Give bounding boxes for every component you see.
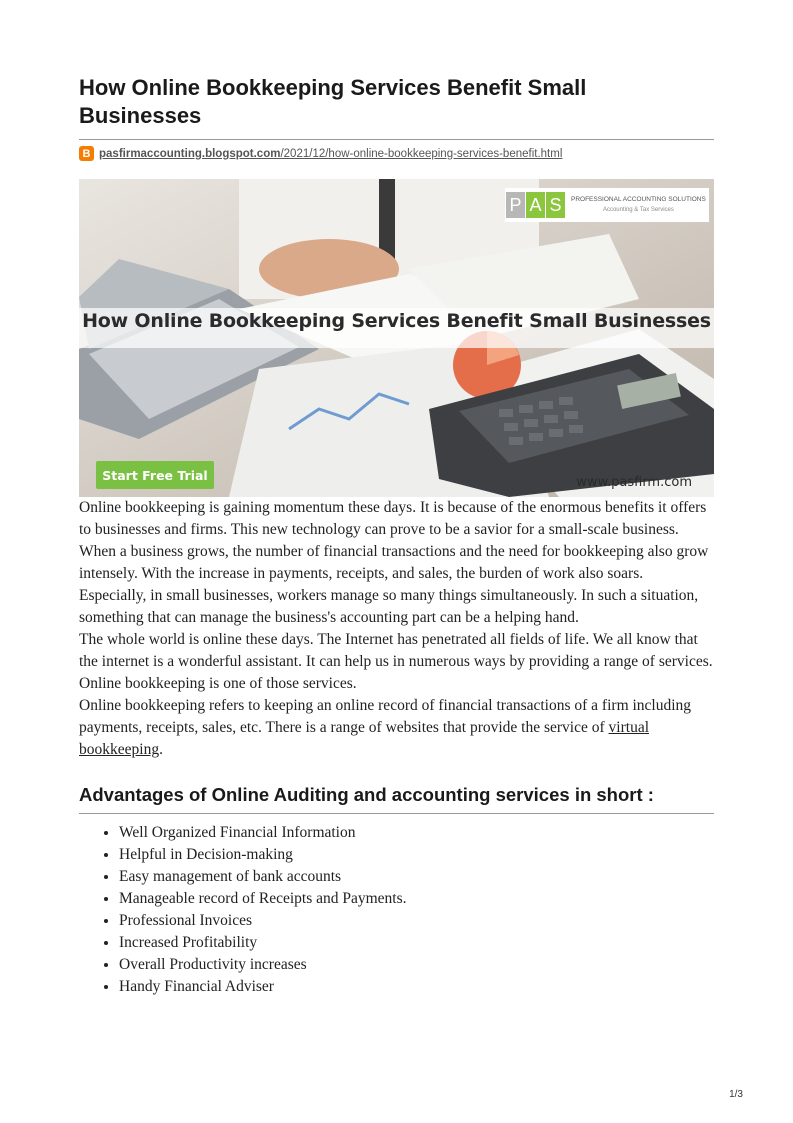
logo-letter-p: P bbox=[506, 192, 525, 218]
list-item: • Increased Profitability bbox=[119, 932, 714, 954]
logo-tagline: Accounting & Tax Services bbox=[602, 207, 674, 213]
list-item: • Easy management of bank accounts bbox=[119, 866, 714, 888]
advantages-divider bbox=[79, 813, 714, 814]
list-item: • Helpful in Decision-making bbox=[119, 844, 714, 866]
list-item: • Professional Invoices bbox=[119, 910, 714, 932]
paragraph-online-world: The whole world is online these days. The Internet has penetrated all fields of life. We all know that the internet is a wonderful assistant. It can help us in numerous ways by providing a range of services. Online bookkeeping is one of those services. bbox=[79, 631, 713, 692]
logo-company-name: PROFESSIONAL ACCOUNTING SOLUTIONS bbox=[571, 196, 706, 203]
page-title: How Online Bookkeeping Services Benefit Small Businesses bbox=[79, 75, 587, 128]
logo-text bbox=[571, 195, 706, 215]
hero-site-url: www.pasfirm.com bbox=[576, 475, 692, 490]
start-free-trial-button[interactable]: Start Free Trial bbox=[96, 461, 214, 489]
paragraph-definition-text: Online bookkeeping refers to keeping an online record of financial transactions of a firm including payments, receipts, sales, etc. There is a range of websites that provide the service of bbox=[79, 697, 692, 736]
advantages-list bbox=[79, 822, 714, 998]
list-item: • Manageable record of Receipts and Payments. bbox=[119, 888, 714, 910]
pas-logo bbox=[505, 188, 709, 222]
title-divider bbox=[79, 139, 714, 140]
paragraph-definition-end: . bbox=[159, 741, 163, 758]
article bbox=[79, 74, 714, 998]
source-domain: pasfirmaccounting.blogspot.com bbox=[99, 147, 281, 160]
list-item: • Well Organized Financial Information bbox=[119, 822, 714, 844]
list-item: • Overall Productivity increases bbox=[119, 954, 714, 976]
blogger-icon: B bbox=[79, 146, 94, 161]
page-number: 1/3 bbox=[729, 1089, 743, 1100]
list-item: • Handy Financial Adviser bbox=[119, 976, 714, 998]
hero-image bbox=[79, 179, 714, 497]
source-path: /2021/12/how-online-bookkeeping-services-benefit.html bbox=[280, 147, 563, 160]
source-line bbox=[79, 146, 714, 161]
logo-letter-a: A bbox=[526, 192, 545, 218]
virtual-bookkeeping-link[interactable]: virtual bookkeeping bbox=[79, 719, 650, 758]
paragraph-intro-text: Online bookkeeping is gaining momentum these days. It is because of the enormous benefits it offers to businesses and firms. This new technology can prove to be a savior for a small-scale business. When a business grows, the number of financial transactions and the need for bookkeeping also grow intensely. With the increase in payments, receipts, and sales, the burden of work also soars. Especially, in small businesses, workers manage so many things simultaneously. In such a situation, something that can manage the business's accounting part can be a helping hand. bbox=[79, 499, 709, 626]
paragraph-intro bbox=[79, 497, 714, 695]
paragraph-definition bbox=[79, 695, 714, 761]
advantages-heading: Advantages of Online Auditing and accounting services in short : bbox=[79, 784, 654, 805]
logo-letter-s: S bbox=[546, 192, 565, 218]
source-link[interactable] bbox=[99, 148, 562, 160]
hero-headline: How Online Bookkeeping Services Benefit Small Businesses bbox=[82, 310, 711, 332]
